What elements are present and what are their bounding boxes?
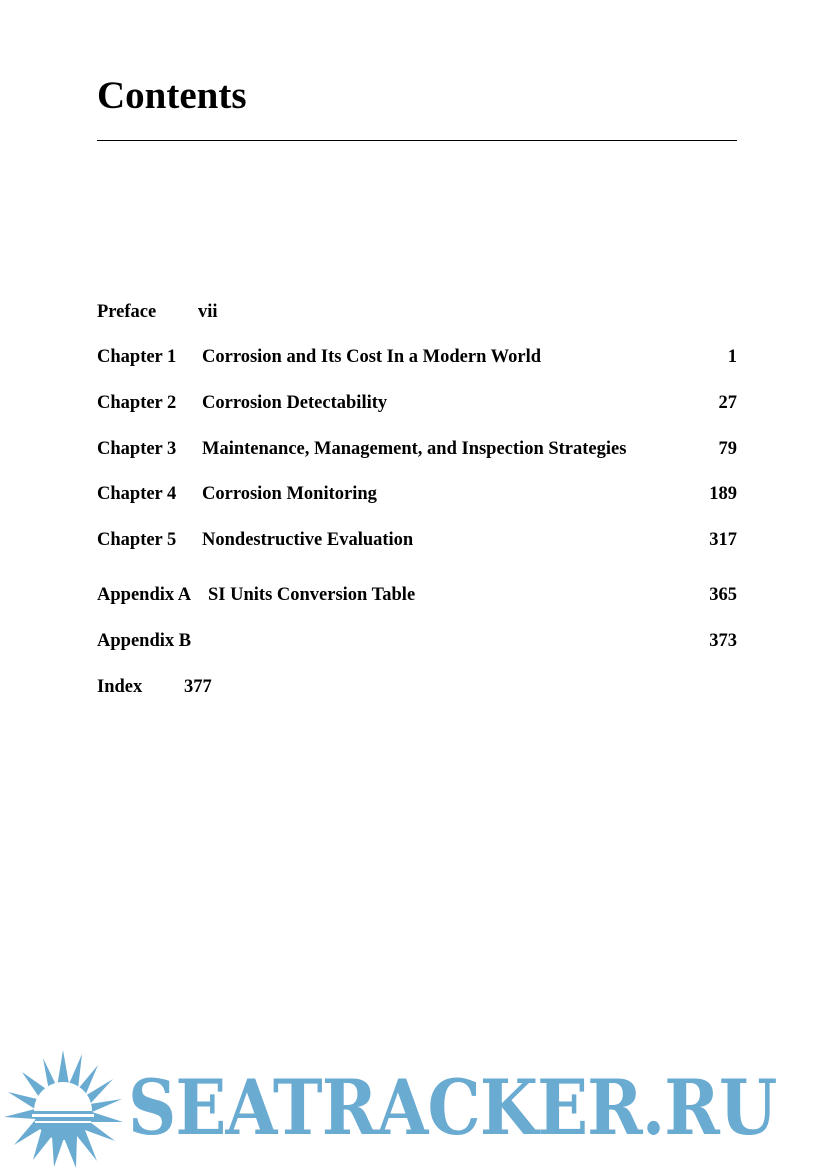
toc-page-number: 373: [709, 631, 737, 651]
toc-page-number: 317: [709, 530, 737, 550]
toc-label: Chapter 5: [97, 530, 177, 550]
toc-entry-appendix-b[interactable]: [97, 629, 737, 653]
toc-entry-chapter-2[interactable]: [97, 391, 737, 415]
toc-title: Corrosion Detectability: [202, 393, 388, 413]
toc-title: Corrosion Monitoring: [202, 484, 377, 504]
toc-label: Chapter 4: [97, 484, 177, 504]
toc-page-number: 79: [718, 439, 737, 459]
page-title: Contents: [97, 74, 247, 117]
toc-label: Chapter 1: [97, 347, 177, 367]
toc-entry-appendix-a[interactable]: [97, 583, 737, 607]
toc-title: Maintenance, Management, and Inspection Strategies: [202, 439, 627, 459]
title-divider: [97, 140, 737, 141]
toc-entry-chapter-3[interactable]: [97, 437, 737, 461]
toc-label: Chapter 3: [97, 439, 177, 459]
toc-label: Appendix B: [97, 631, 192, 651]
toc-page-number: 365: [709, 585, 737, 605]
toc-title: Nondestructive Evaluation: [202, 530, 414, 550]
toc-page-number: 377: [184, 677, 212, 697]
toc-entry-chapter-1[interactable]: [97, 345, 737, 369]
sun-logo-icon: [2, 1048, 124, 1170]
toc-page-number: 27: [718, 393, 737, 413]
toc-entry-preface[interactable]: [97, 300, 737, 324]
toc-page-number: 189: [709, 484, 737, 504]
toc-label: Chapter 2: [97, 393, 177, 413]
watermark: [0, 1048, 834, 1171]
toc-entry-chapter-4[interactable]: [97, 482, 737, 506]
toc-page-number: 1: [727, 347, 737, 367]
toc-entry-chapter-5[interactable]: [97, 528, 737, 552]
watermark-text: SEATRACKER.RU: [128, 1063, 777, 1152]
toc-title: SI Units Conversion Table: [208, 585, 416, 605]
toc-label: Appendix A: [97, 585, 192, 605]
toc-label: Index: [97, 677, 143, 697]
toc-entry-index[interactable]: [97, 675, 737, 699]
toc-page-number: vii: [198, 302, 218, 322]
toc-label: Preface: [97, 302, 157, 322]
toc-title: Corrosion and Its Cost In a Modern World: [202, 347, 542, 367]
